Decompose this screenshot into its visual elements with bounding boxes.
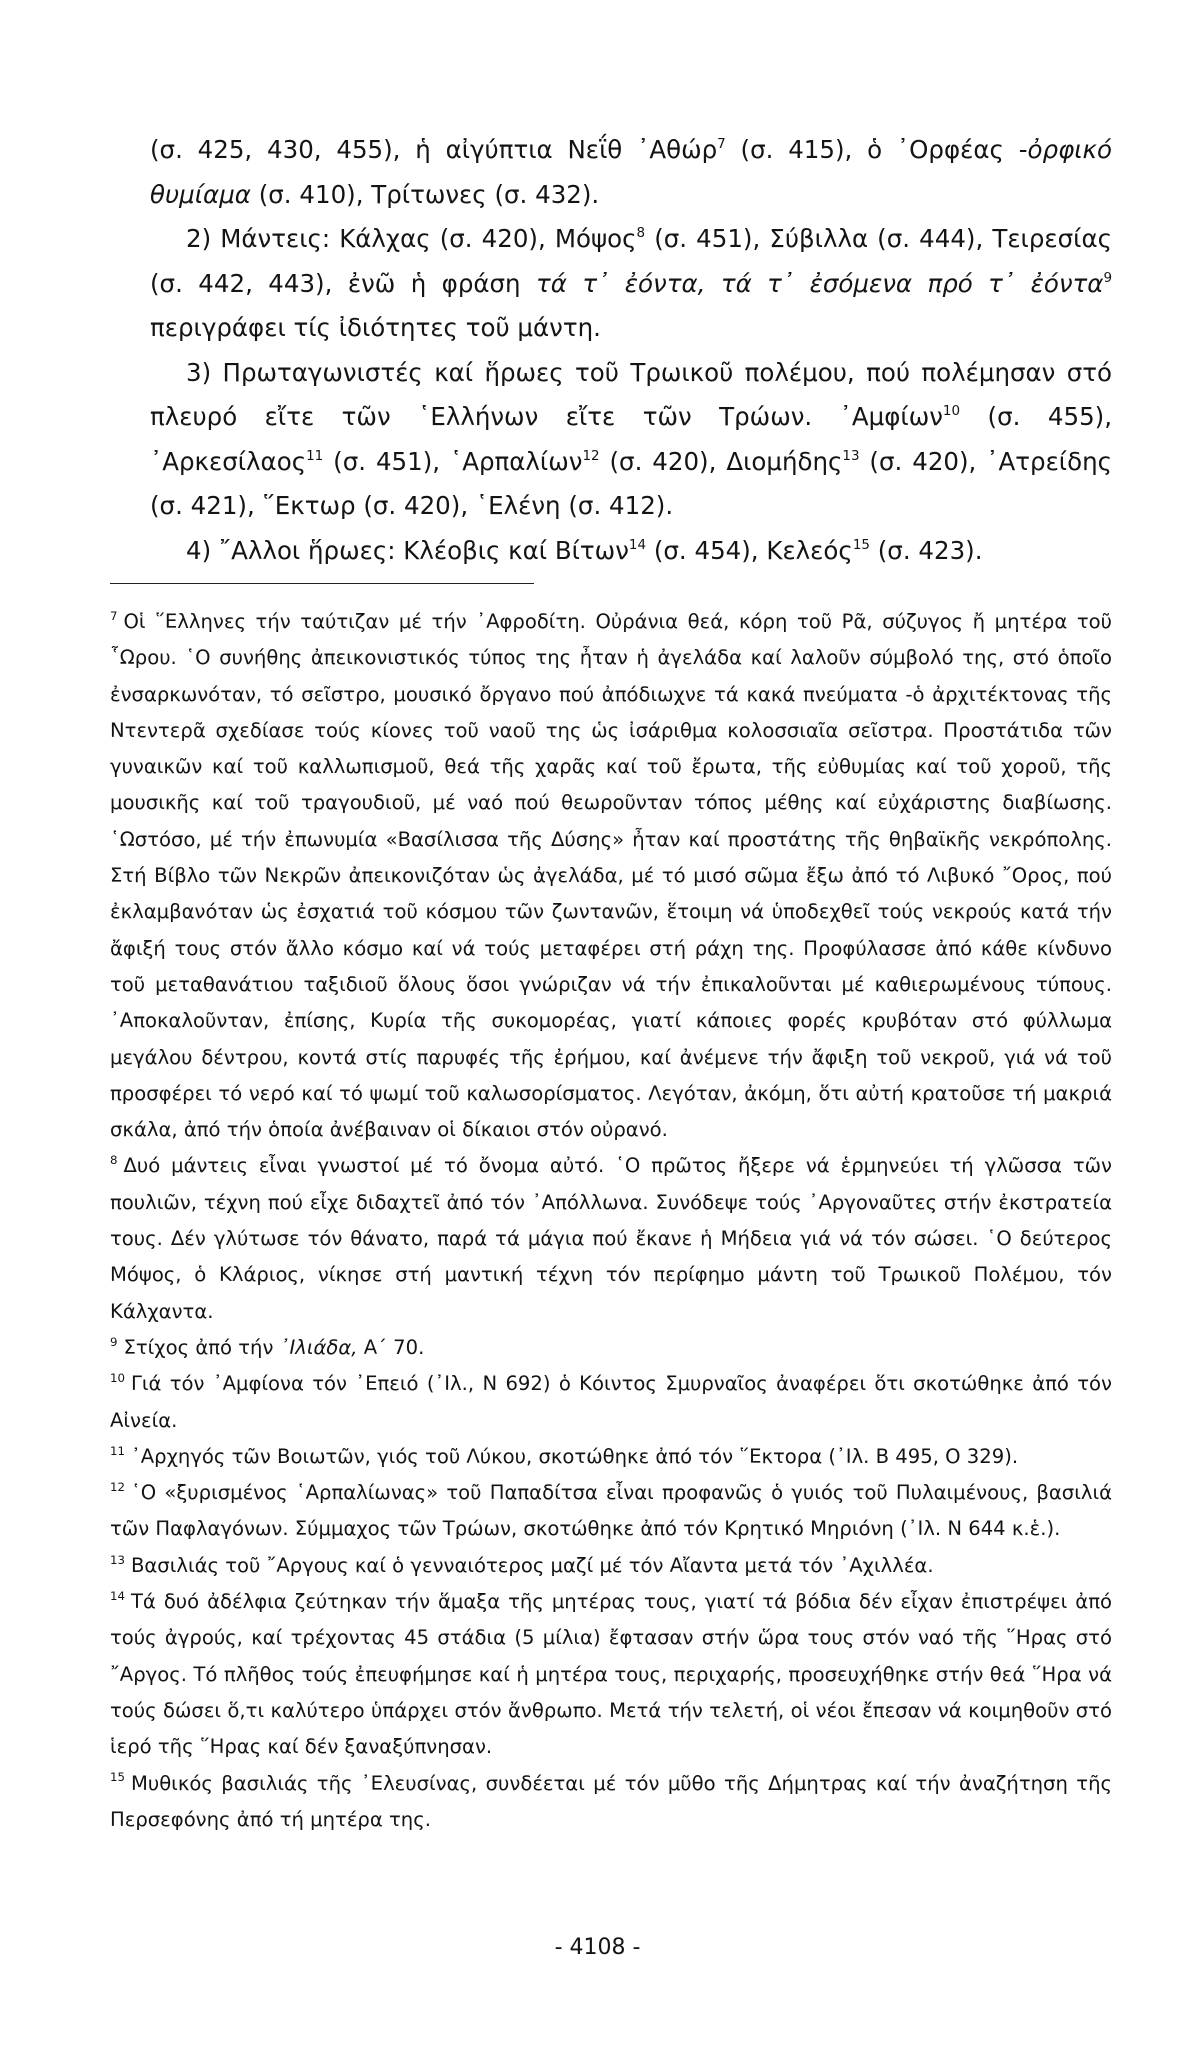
footnote-text: Στίχος ἀπό τήν	[123, 1335, 280, 1359]
footnote-ref: 12	[582, 447, 600, 464]
footnote-text: Γιά τόν ᾿Αμφίονα τόν ᾿Επειό (᾿Ιλ., Ν 692) ὁ Κόιντος Σμυρναῖος ἀναφέρει ὅτι σκοτώθηκε ἀπό τόν Αἰνεία.	[110, 1372, 1112, 1432]
text-run: (σ. 420), Διομήδης	[599, 446, 843, 476]
footnote-11	[110, 1439, 1112, 1475]
footnote-number: 15	[110, 1770, 125, 1785]
footnote-ref: 10	[942, 402, 961, 419]
footnote-7	[110, 604, 1112, 1148]
text-run: (σ. 415), ὁ ᾿Ορφέας -	[725, 135, 1028, 164]
footnote-number: 12	[110, 1479, 125, 1494]
footnote-8	[110, 1148, 1112, 1329]
main-text	[150, 128, 1112, 573]
text-run: (σ. 420), ᾿Ατρείδης (σ. 421), ῞Εκτωρ (σ. 420), ῾Ελένη (σ. 412).	[150, 446, 1112, 520]
footnote-text: Μυθικός βασιλιάς τῆς ᾿Ελευσίνας, συνδέεται μέ τόν μῦθο τῆς Δήμητρας καί τήν ἀναζήτηση τῆς Περσεφόνης ἀπό τή μητέρα της.	[110, 1771, 1112, 1831]
footnotes	[110, 604, 1112, 1838]
footnote-text: Α΄ 70.	[357, 1335, 425, 1359]
footnote-ref: 8	[636, 224, 646, 241]
footnote-ref: 15	[852, 536, 870, 553]
text-run: 3) Πρωταγωνιστές καί ἥρωες τοῦ Τρωικοῦ πολέμου, πού πολέμησαν στό πλευρό εἴτε τῶν ῾Ελλήνων εἴτε τῶν Τρώων. ᾿Αμφίων	[150, 357, 1112, 431]
italic-title: ᾿Ιλιάδα,	[279, 1335, 358, 1359]
footnote-number: 7	[110, 608, 118, 623]
text-run: (σ. 410), Τρίτωνες (σ. 432).	[250, 179, 600, 209]
footnote-text: Δυό μάντεις εἶναι γνωστοί μέ τό ὄνομα αὐτό. ῾Ο πρῶτος ἤξερε νά ἑρμηνεύει τή γλῶσσα τῶν πουλιῶν, τέχνη πού εἶχε διδαχτεῖ ἀπό τόν ᾿Απόλλωνα. Συνόδεψε τούς ᾿Αργοναῦτες στήν ἐκστρατεία τους. Δέν γλύτωσε τόν θάνατο, παρά τά μάγια πού ἔκανε ἡ Μήδεια γιά νά τόν σώσει. ῾Ο δεύτερος Μόψος, ὁ Κλάριος, νίκησε στή μαντική τέχνη τόν περίφημο μάντη τοῦ Τρωικοῦ Πολέμου, τόν Κάλχαντα.	[110, 1154, 1112, 1323]
footnote-13	[110, 1548, 1112, 1584]
text-run: (σ. 451), Σύβιλλα (σ. 444), Τειρεσίας (σ. 442, 443), ἐνῶ ἡ φράση	[150, 224, 1112, 298]
paragraph-other-heroes	[150, 529, 1112, 574]
footnote-text: ῾Ο «ξυρισμένος ῾Αρπαλίωνας» τοῦ Παπαδίτσα εἶναι προφανῶς ὁ γυιός τοῦ Πυλαιμένους, βασιλιά τῶν Παφλαγόνων. Σύμμαχος τῶν Τρώων, σκοτώθηκε ἀπό τόν Κρητικό Μηριόνη (᾿Ιλ. Ν 644 κ.ἑ.).	[110, 1481, 1112, 1541]
footnote-ref: 11	[306, 447, 324, 464]
text-run: 2) Μάντεις: Κάλχας (σ. 420), Μόψος	[186, 224, 637, 253]
footnote-separator	[110, 583, 534, 584]
footnote-ref: 13	[842, 447, 860, 464]
footnote-text: Βασιλιάς τοῦ ῎Αργους καί ὁ γενναιότερος μαζί μέ τόν Αἴαντα μετά τόν ᾿Αχιλλέα.	[130, 1553, 934, 1577]
paragraph-seers	[150, 217, 1112, 351]
text-run: (σ. 423).	[869, 535, 983, 565]
italic-term: ὀρφικό θυμίαμα	[150, 135, 1112, 209]
footnote-number: 10	[110, 1371, 125, 1386]
footnote-10	[110, 1366, 1112, 1439]
footnote-text: Τά δυό ἀδέλφια ζεύτηκαν τήν ἅμαξα τῆς μητέρας τους, γιατί τά βόδια δέν εἶχαν ἐπιστρέψει ἀπό τούς ἀγρούς, καί τρέχοντας 45 στάδια (5 μίλια) ἔφτασαν στήν ὥρα τους στόν ναό τῆς ῞Ηρας στό ῎Αργος. Τό πλῆθος τούς ἐπευφήμησε καί ἡ μητέρα τους, περιχαρής, προσευχήθηκε στήν θεά ῞Ηρα νά τούς δώσει ὅ,τι καλύτερο ὑπάρχει στόν ἄνθρωπο. Μετά τήν τελετή, οἱ νέοι ἔπεσαν νά κοιμηθοῦν στό ἱερό τῆς ῞Ηρας καί δέν ξαναξύπνησαν.	[110, 1590, 1112, 1759]
paragraph-list-1	[150, 128, 1112, 217]
footnote-ref: 14	[628, 536, 647, 553]
footnote-number: 14	[110, 1588, 125, 1603]
text-run: (σ. 425, 430, 455), ἡ αἰγύπτια Νεΐθ ᾿Αθώρ	[150, 135, 718, 164]
text-run: (σ. 454), Κελεός	[646, 535, 853, 565]
text-run: περιγράφει τίς ἰδιότητες τοῦ μάντη.	[150, 313, 601, 342]
paragraph-trojan-war-heroes	[150, 351, 1112, 529]
text-run: (σ. 455), ᾿Αρκεσίλαος	[150, 402, 1112, 476]
footnote-number: 9	[110, 1334, 118, 1349]
text-run: 4) ῎Αλλοι ἥρωες: Κλέοβις καί Βίτων	[186, 535, 629, 565]
footnote-text: Οἱ ῞Ελληνες τήν ταύτιζαν μέ τήν ᾿Αφροδίτη. Οὐράνια θεά, κόρη τοῦ Ρᾶ, σύζυγος ἤ μητέρα τοῦ ῟Ωρου. ῾Ο συνήθης ἀπεικονιστικός τύπος της ἦταν ἡ ἀγελάδα καί λαλοῦν σύμβολό της, στό ὁποῖο ἐνσαρκωνόταν, τό σεῖστρο, μουσικό ὄργανο πού ἀπόδιωχνε τά κακά πνεύματα -ὁ ἀρχιτέκτονας τῆς Ντεντερᾶ σχεδίασε τούς κίονες τοῦ ναοῦ της ὡς ἰσάριθμα κολοσσιαῖα σεῖστρα. Προστάτιδα τῶν γυναικῶν καί τοῦ καλλωπισμοῦ, θεά τῆς χαρᾶς καί τοῦ ἔρωτα, τῆς εὐθυμίας καί τοῦ χοροῦ, τῆς μουσικῆς καί τοῦ τραγουδιοῦ, μέ ναό πού θεωροῦνταν τόπος μέθης καί εὐχάριστης διαβίωσης. ῾Ωστόσο, μέ τήν ἐπωνυμία «Βασίλισσα τῆς Δύσης» ἦταν καί προστάτης τῆς θηβαϊκῆς νεκρόπολης. Στή Βίβλο τῶν Νεκρῶν ἀπεικονιζόταν ὡς ἀγελάδα, μέ τό μισό σῶμα ἔξω ἀπό τό Λιβυκό ῎Ορος, πού ἐκλαμβανόταν ὡς ἐσχατιά τοῦ κόσμου τῶν ζωντανῶν, ἕτοιμη νά ὑποδεχθεῖ τούς νεκρούς κατά τήν ἄφιξή τους στόν ἄλλο κόσμο καί νά τούς μεταφέρει στή ράχη της. Προφύλασσε ἀπό κάθε κίνδυνο τοῦ μεταθανάτιου ταξιδιοῦ ὅλους ὅσοι γνώριζαν νά τήν ἐπικαλοῦνται μέ καθιερωμένους τύπους. ᾿Αποκαλοῦνταν, ἐπίσης, Κυρία τῆς συκομορέας, γιατί κάποιες φορές κρυβόταν στό φύλλωμα μεγάλου δέντρου, κοντά στίς παρυφές τῆς ἐρήμου, καί ἀνέμενε τήν ἄφιξη τοῦ νεκροῦ, γιά νά τοῦ προσφέρει τό νερό καί τό ψωμί τοῦ καλωσορίσματος. Λεγόταν, ἀκόμη, ὅτι αὐτή κρατοῦσε τή μακριά σκάλα, ἀπό τήν ὁποία ἀνέβαιναν οἱ δίκαιοι στόν οὐρανό.	[110, 610, 1112, 1142]
footnote-number: 11	[110, 1443, 125, 1458]
footnote-ref: 9	[1103, 269, 1113, 286]
italic-quote: τά τ᾿ ἐόντα, τά τ᾿ ἐσόμενα πρό τ᾿ ἐόντα	[536, 268, 1104, 298]
footnote-14	[110, 1584, 1112, 1765]
footnote-15	[110, 1766, 1112, 1839]
page-number: - 4108 -	[554, 1935, 641, 1960]
footnote-text: ᾿Αρχηγός τῶν Βοιωτῶν, γιός τοῦ Λύκου, σκοτώθηκε ἀπό τόν ῞Εκτορα (᾿Ιλ. Β 495, Ο 329).	[130, 1444, 1019, 1468]
footnote-ref: 7	[717, 135, 726, 152]
footnote-9	[110, 1330, 1112, 1366]
footnote-number: 13	[110, 1552, 125, 1567]
footnote-12	[110, 1475, 1112, 1548]
text-run: (σ. 451), ῾Αρπαλίων	[323, 446, 583, 476]
footnote-number: 8	[110, 1153, 118, 1168]
